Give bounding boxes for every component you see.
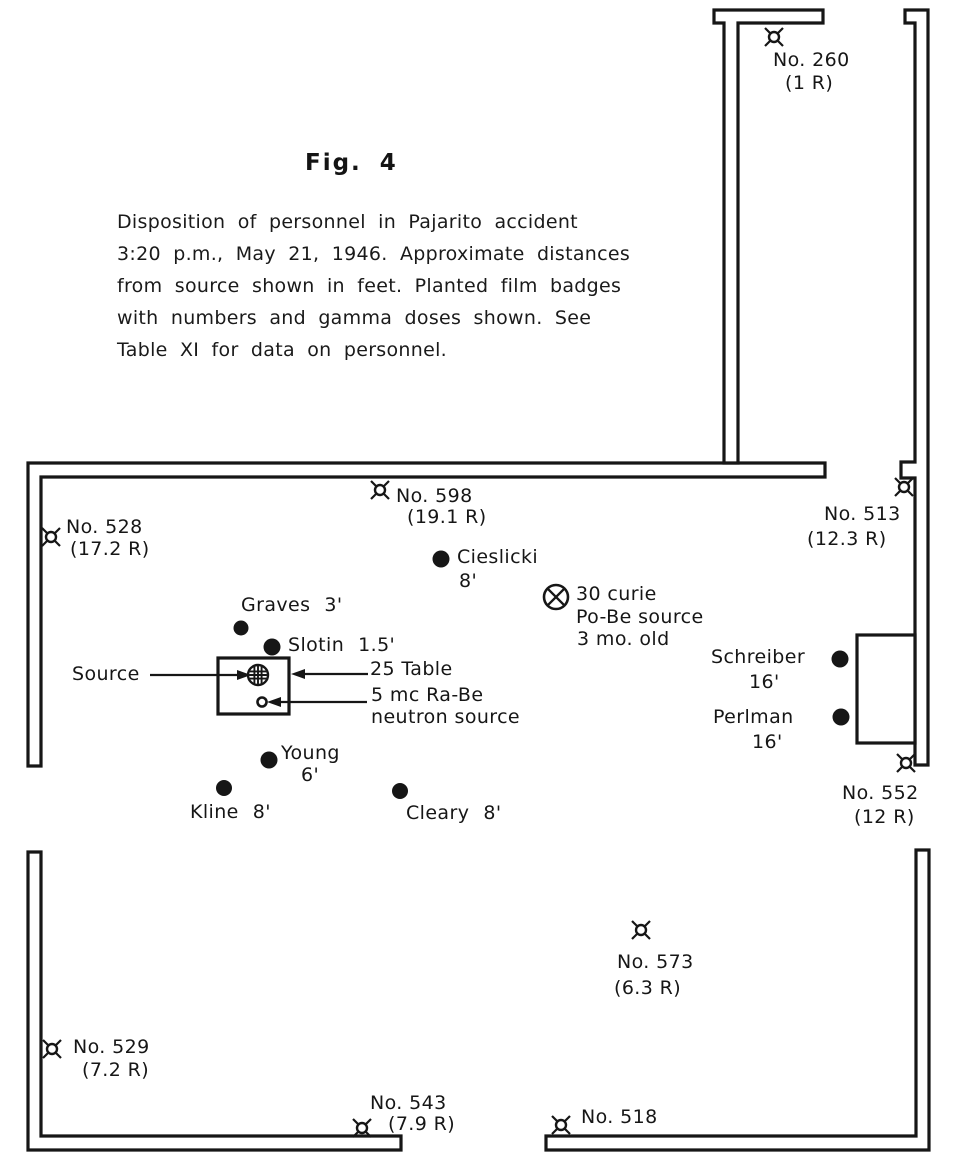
badge-543-label: No. 543 [370,1092,447,1114]
young-name: Young [281,742,340,764]
film-badge-543-icon [353,1119,371,1137]
film-badge-529-icon [43,1040,61,1058]
badge-543-dose: (7.9 R) [388,1113,456,1135]
graves-dot [234,621,249,636]
cieslicki-name: Cieslicki [457,546,539,568]
slotin-label: Slotin 1.5' [288,634,396,656]
badge-529-label: No. 529 [73,1036,150,1058]
badge-513-label: No. 513 [824,503,901,525]
badge-552-label: No. 552 [842,782,919,804]
film-badge-528-icon [42,528,60,546]
cieslicki-distance: 8' [459,570,478,592]
schreiber-dot [832,651,849,668]
cleary-label: Cleary 8' [406,802,502,824]
pobe-label-line1: 30 curie [576,583,657,605]
schreiber-name: Schreiber [711,646,806,668]
slotin-dot [264,639,281,656]
badge-552-dose: (12 R) [854,806,915,828]
wall-bottom-right-room [546,850,929,1150]
badge-573-dose: (6.3 R) [614,977,682,999]
caption-line-5: Table XI for data on personnel. [117,339,448,361]
badge-529-dose: (7.2 R) [82,1059,150,1081]
caption-line-4: with numbers and gamma doses shown. See [117,307,592,329]
table-arrowhead [291,669,305,679]
badge-260-label: No. 260 [773,49,850,71]
pobe-label-line3: 3 mo. old [577,628,670,650]
badge-260-dose: (1 R) [785,72,834,94]
film-badge-513-icon [895,478,913,496]
caption-line-3: from source shown in feet. Planted film badges [117,275,622,297]
rabe-label-line2: neutron source [371,706,521,728]
badge-513-dose: (12.3 R) [807,528,887,550]
rabe-label-line1: 5 mc Ra-Be [371,684,484,706]
film-badge-518-icon [552,1116,570,1134]
cieslicki-dot [433,551,450,568]
young-distance: 6' [301,764,320,786]
rabe-source-icon [258,698,267,707]
perlman-name: Perlman [713,706,794,728]
badge-598-label: No. 598 [396,485,473,507]
right-wall-alcove [857,635,915,743]
badge-528-dose: (17.2 R) [70,538,150,560]
film-badge-260-icon [765,28,783,46]
pobe-source-icon [544,585,568,609]
figure-title: Fig. 4 [305,150,398,176]
pobe-label-line2: Po-Be source [576,606,704,628]
perlman-dot [833,709,850,726]
caption-line-1: Disposition of personnel in Pajarito accident [117,211,578,233]
badge-573-label: No. 573 [617,951,694,973]
film-badge-icons [42,28,915,1137]
film-badge-573-icon [632,921,650,939]
young-dot [261,752,278,769]
badge-598-dose: (19.1 R) [407,506,487,528]
table-25-label: 25 Table [370,658,453,680]
film-badge-552-icon [897,754,915,772]
badge-528-label: No. 528 [66,516,143,538]
kline-label: Kline 8' [190,801,271,823]
schreiber-distance: 16' [749,671,780,693]
badge-518-label: No. 518 [581,1106,658,1128]
caption-line-2: 3:20 p.m., May 21, 1946. Approximate distances [117,243,631,265]
kline-dot [216,780,232,796]
film-badge-598-icon [371,481,389,499]
wall-bottom-left-room [28,852,401,1150]
graves-label: Graves 3' [241,594,343,616]
perlman-distance: 16' [752,731,783,753]
source-label: Source [72,663,140,685]
cleary-dot [392,783,408,799]
